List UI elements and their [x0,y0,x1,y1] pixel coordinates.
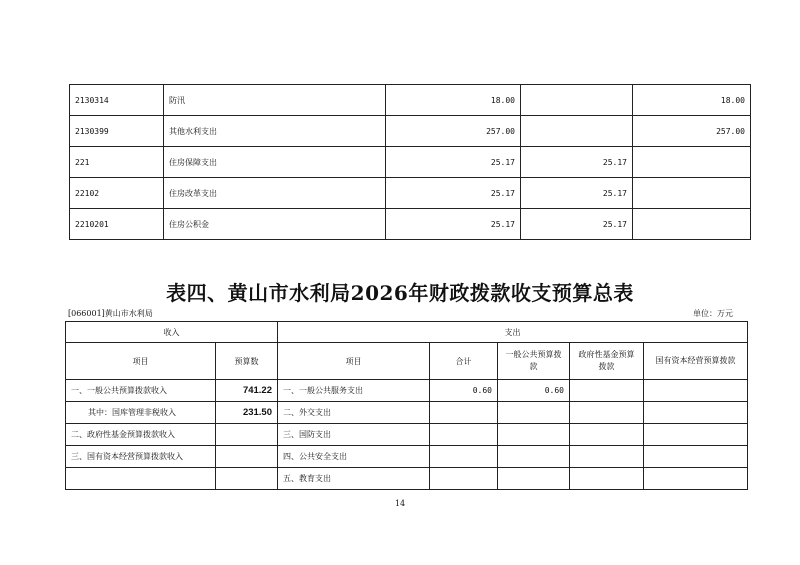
expense-general [498,424,570,446]
col-item-header: 项目 [66,343,216,380]
expense-fund [570,424,644,446]
expense-fund [570,402,644,424]
subject-name: 住房改革支出 [164,178,386,209]
expense-item: 一、一般公共服务支出 [278,380,430,402]
income-item: 一、一般公共预算拨款收入 [66,380,216,402]
expense-item: 二、外交支出 [278,402,430,424]
income-budget: 231.50 [216,402,278,424]
expense-item: 四、公共安全支出 [278,446,430,468]
expense-item: 三、国防支出 [278,424,430,446]
unit-code: [066001]黄山市水利局 [68,309,153,318]
page-number: 14 [394,499,406,508]
expense-total: 0.60 [430,380,498,402]
total-cell: 25.17 [386,209,521,240]
income-item: 三、国有资本经营预算拨款收入 [66,446,216,468]
total-cell: 25.17 [386,147,521,178]
table-row [66,468,748,490]
col-state-header: 国有资本经营预算拨款 [644,343,748,380]
table-row [66,402,748,424]
table-row [70,209,751,240]
income-header: 收入 [66,322,278,343]
gov-fund-cell: 257.00 [633,116,751,147]
income-budget: 741.22 [216,380,278,402]
expense-general [498,402,570,424]
expense-fund [570,380,644,402]
table-header-row [66,322,748,343]
expense-state [644,446,748,468]
table-row [66,424,748,446]
table-row [70,178,751,209]
expense-state [644,468,748,490]
table-row [66,446,748,468]
gov-fund-cell [633,209,751,240]
subject-name: 住房公积金 [164,209,386,240]
expense-fund [570,468,644,490]
table-header-row [66,343,748,380]
income-budget [216,468,278,490]
table-row [70,147,751,178]
income-item [66,468,216,490]
general-budget-cell [521,85,633,116]
expense-general [498,446,570,468]
general-budget-cell: 25.17 [521,147,633,178]
expense-state [644,402,748,424]
income-budget [216,446,278,468]
expense-fund [570,446,644,468]
subject-code: 221 [70,147,164,178]
general-budget-cell: 25.17 [521,209,633,240]
income-budget [216,424,278,446]
expense-state [644,380,748,402]
gov-fund-cell [633,178,751,209]
total-cell: 18.00 [386,85,521,116]
col-item2-header: 项目 [278,343,430,380]
expense-total [430,402,498,424]
top-expenditure-table [69,84,751,240]
table-row [70,116,751,147]
expense-total [430,446,498,468]
general-budget-cell [521,116,633,147]
col-budget-header: 预算数 [216,343,278,380]
table-row [66,380,748,402]
subject-code: 2130314 [70,85,164,116]
subject-name: 防汛 [164,85,386,116]
income-item: 二、政府性基金预算拨款收入 [66,424,216,446]
col-total-header: 合计 [430,343,498,380]
expense-state [644,424,748,446]
subject-name: 住房保障支出 [164,147,386,178]
subject-name: 其他水利支出 [164,116,386,147]
general-budget-cell: 25.17 [521,178,633,209]
expense-item: 五、教育支出 [278,468,430,490]
col-fund-header: 政府性基金预算拨款 [570,343,644,380]
unit-label: 单位：万元 [693,309,733,318]
total-cell: 25.17 [386,178,521,209]
gov-fund-cell [633,147,751,178]
expense-total [430,468,498,490]
table-row [70,85,751,116]
budget-summary-table [65,321,748,490]
income-item: 其中：国库管理非税收入 [66,402,216,424]
subject-code: 2130399 [70,116,164,147]
page-title: 表四、黄山市水利局2026年财政拨款收支预算总表 [166,281,634,305]
expense-general [498,468,570,490]
expense-general: 0.60 [498,380,570,402]
total-cell: 257.00 [386,116,521,147]
expense-header: 支出 [278,322,748,343]
col-general-header: 一般公共预算拨款 [498,343,570,380]
expense-total [430,424,498,446]
subject-code: 22102 [70,178,164,209]
gov-fund-cell: 18.00 [633,85,751,116]
subject-code: 2210201 [70,209,164,240]
